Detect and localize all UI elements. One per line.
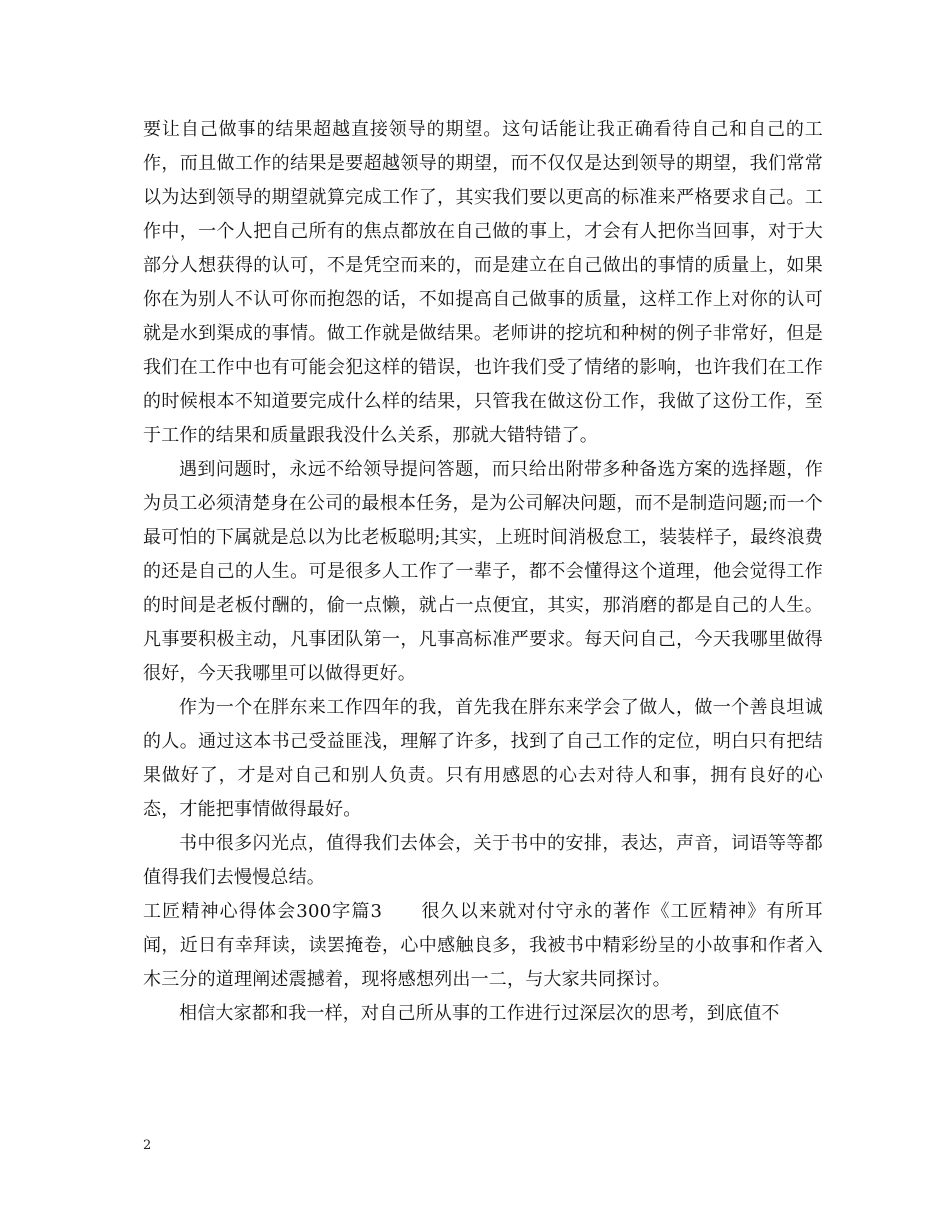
paragraph-6: 相信大家都和我一样，对自己所从事的工作进行过深层次的思考，到底值不 xyxy=(179,1003,780,1024)
paragraph-1: 要让自己做事的结果超越直接领导的期望。这句话能让我正确看待自己和自己的工作，而且做工作的结果是要超越领导的期望，而不仅仅是达到领导的期望，我们常常以为达到领导的期望就算完成工作了，其实我们要以更高的标准来严格要求自己。工作中，一个人把自己所有的焦点都放在自己做的事上，才会有人把你当回事，对于大部分人想获得的认可，不是凭空而来的，而是建立在自己做出的事情的质量上，如果你在为别人不认可你而抱怨的话，不如提高自己做事的质量，这样工作上对你的认可就是水到渠成的事情。做工作就是做结果。老师讲的挖坑和种树的例子非常好，但是我们在工作中也有可能会犯这样的错误，也许我们受了情绪的影响，也许我们在工作的时候根本不知道要完成什么样的结果，只管我在做这份工作，我做了这份工作，至于工作的结果和质量跟我没什么关系，那就大错特错了。 xyxy=(143,119,823,446)
document-body xyxy=(143,113,823,1031)
paragraph-5: 工匠精神心得体会300字篇3 很久以来就对付守永的著作《工匠精神》有所耳闻，近日有幸拜读，读罢掩卷，心中感触良多，我被书中精彩纷呈的小故事和作者入木三分的道理阐述震撼着，现将感想列出一二，与大家共同探讨。 xyxy=(143,901,823,990)
paragraph-2: 遇到问题时，永远不给领导提问答题，而只给出附带多种备选方案的选择题，作为员工必须清楚身在公司的最根本任务，是为公司解决问题，而不是制造问题;而一个最可怕的下属就是总以为比老板聪明;其实，上班时间消极怠工，装装样子，最终浪费的还是自己的人生。可是很多人工作了一辈子，都不会懂得这个道理，他会觉得工作的时间是老板付酬的，偷一点懒，就占一点便宜，其实，那消磨的都是自己的人生。凡事要积极主动，凡事团队第一，凡事高标准严要求。每天问自己，今天我哪里做得很好，今天我哪里可以做得更好。 xyxy=(143,459,823,684)
paragraph-3: 作为一个在胖东来工作四年的我，首先我在胖东来学会了做人，做一个善良坦诚的人。通过这本书己受益匪浅，理解了许多，找到了自己工作的定位，明白只有把结果做好了，才是对自己和别人负责。只有用感恩的心去对待人和事，拥有良好的心态，才能把事情做得最好。 xyxy=(143,697,823,820)
page-number: 2 xyxy=(143,1138,152,1153)
paragraph-4: 书中很多闪光点，值得我们去体会，关于书中的安排，表达，声音，词语等等都值得我们去慢慢总结。 xyxy=(143,833,823,888)
